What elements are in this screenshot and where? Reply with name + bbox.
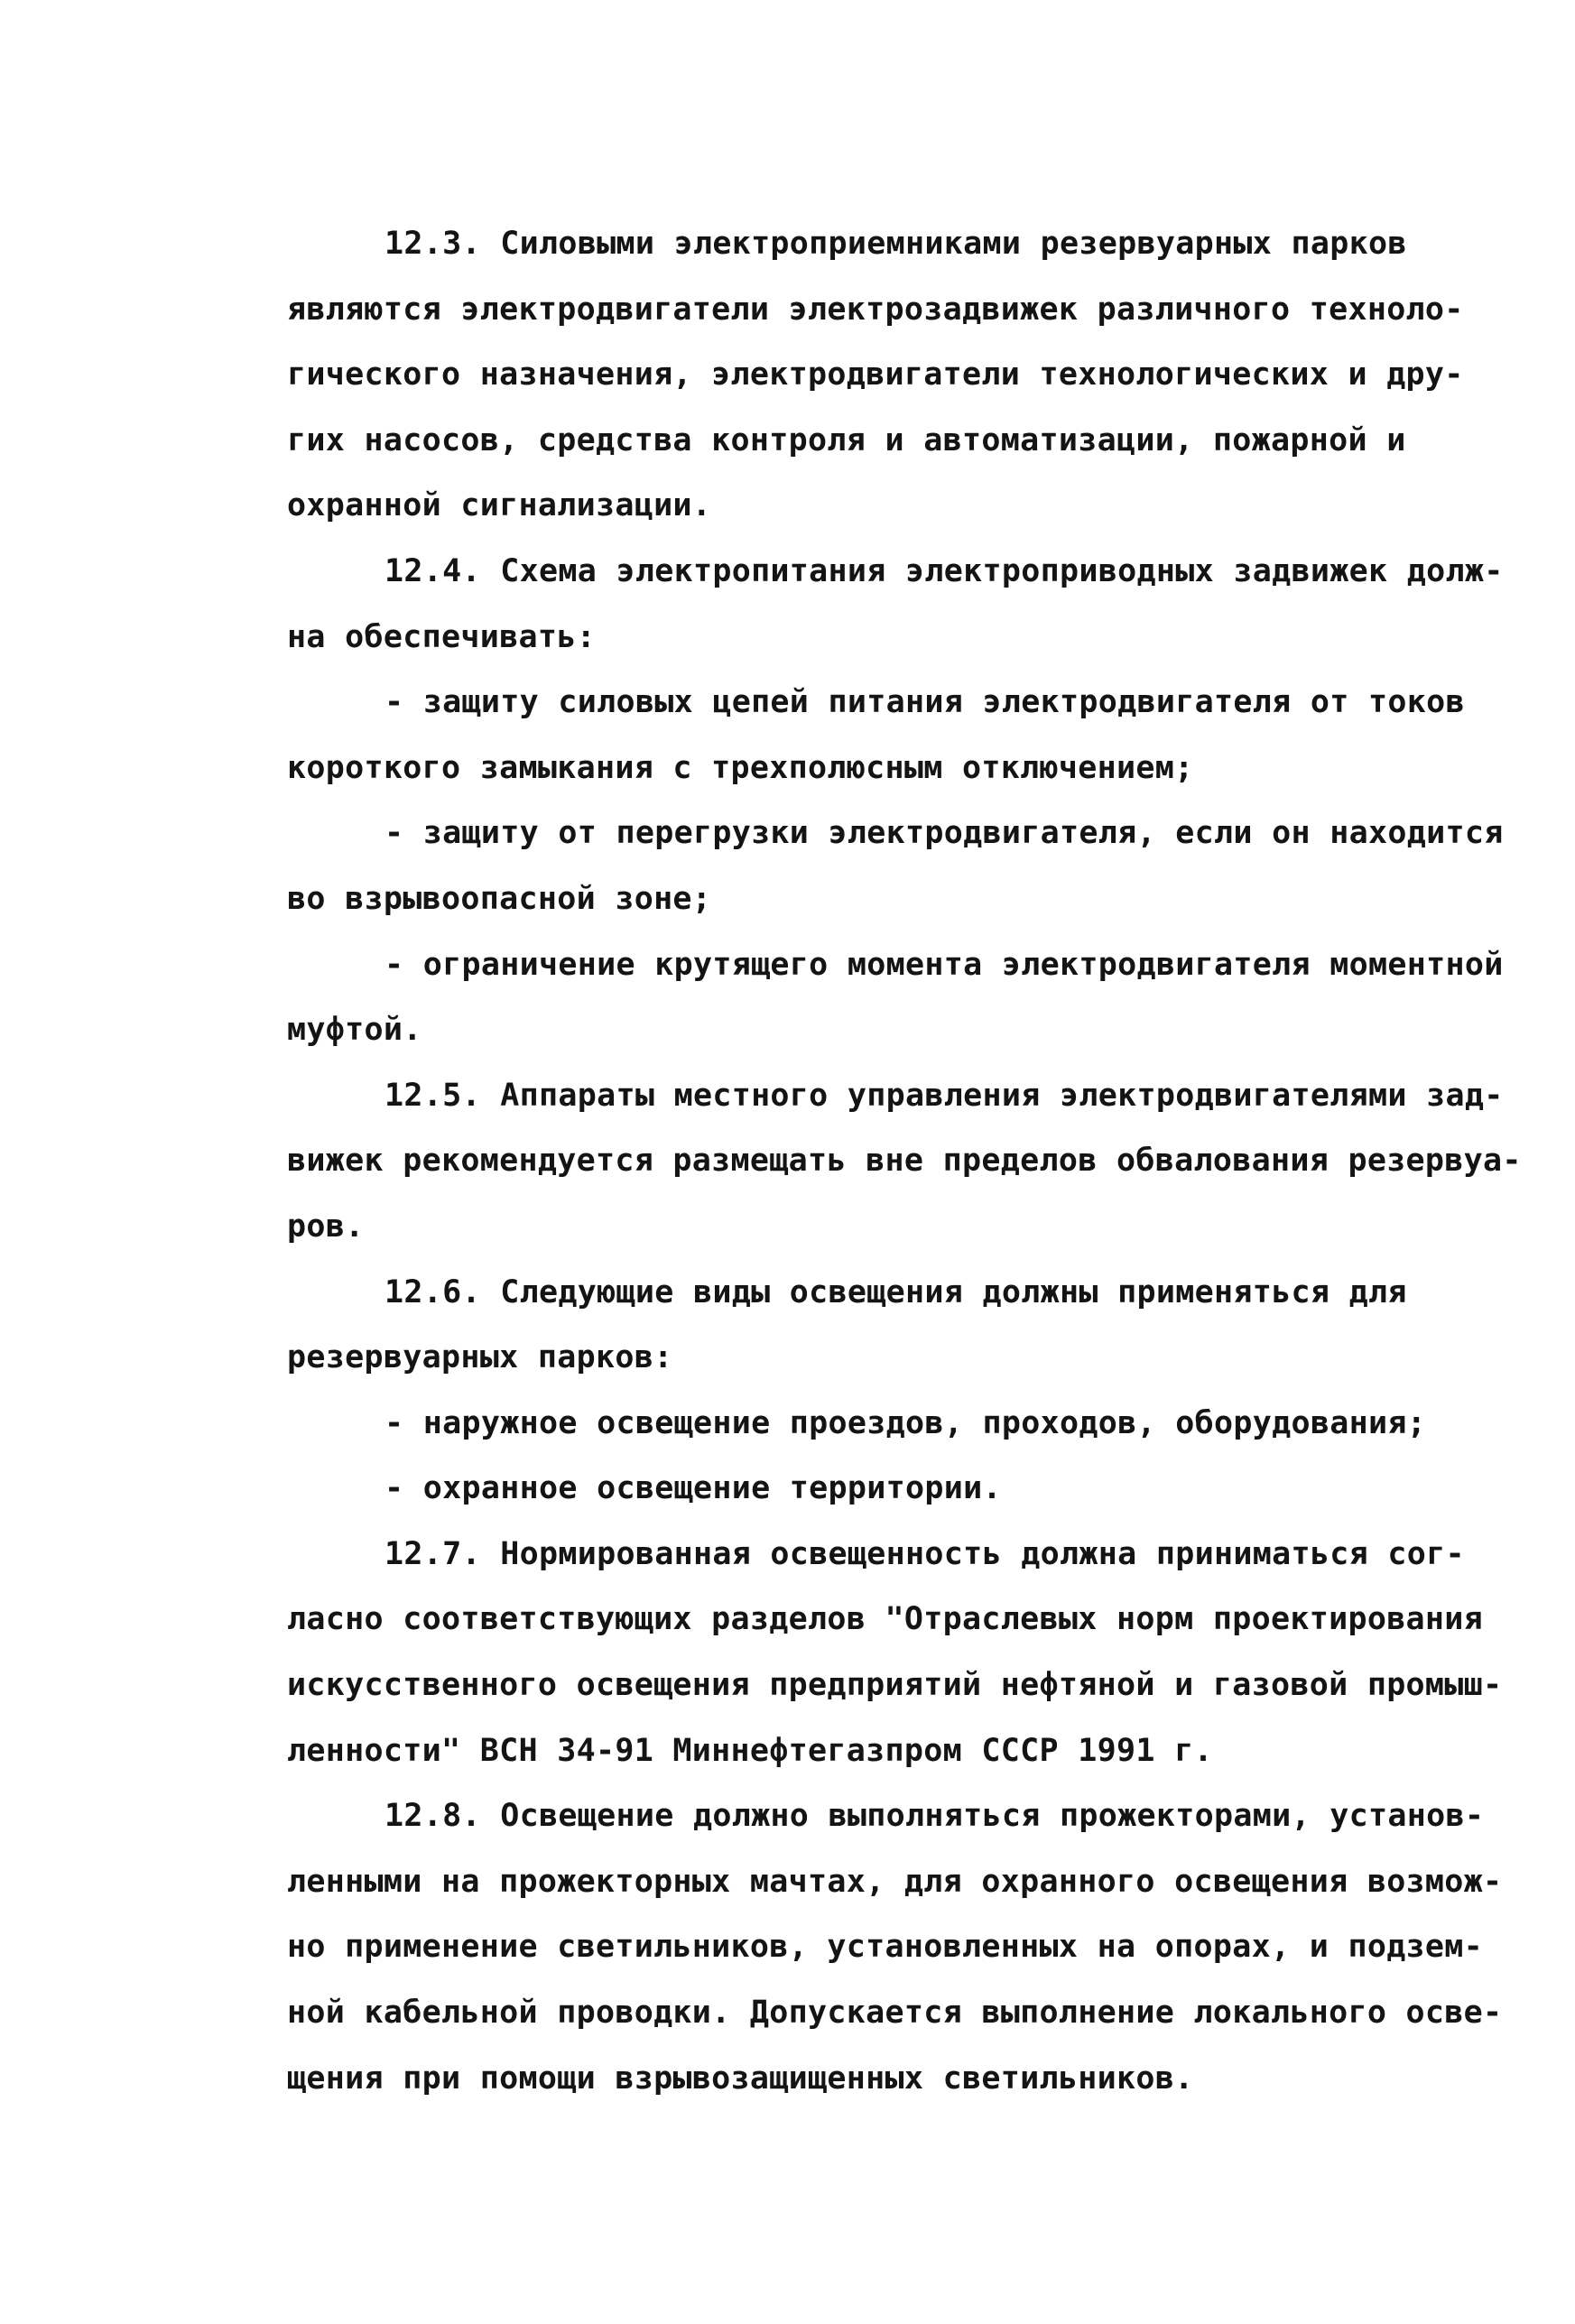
paragraph-12-6-line: резервуарных парков:: [287, 1339, 673, 1376]
paragraph-12-8-line: ной кабельной проводки. Допускается выполнение локального осве-: [287, 1995, 1503, 2032]
paragraph-12-6-line: 12.6. Следующие виды освещения должны применяться для: [384, 1273, 1407, 1310]
paragraph-12-8-line: но применение светильников, установленных на опорах, и подзем-: [287, 1929, 1484, 1966]
paragraph-12-4-line: 12.4. Схема электропитания электроприводных задвижек долж-: [384, 552, 1504, 589]
paragraph-12-7-line: ласно соответствующих разделов "Отраслевых норм проектирования: [287, 1601, 1484, 1638]
document-body: [287, 211, 1525, 2111]
paragraph-12-5-line: вижек рекомендуется размещать вне пределов обвалования резервуа-: [287, 1143, 1522, 1180]
paragraph-12-3-line: гического назначения, электродвигатели технологических и дру-: [287, 356, 1464, 394]
paragraph-12-4-line: - защиту силовых цепей питания электродвигателя от токов: [384, 684, 1465, 721]
paragraph-12-4-line: - ограничение крутящего момента электродвигателя моментной: [384, 946, 1504, 983]
paragraph-12-8-line: ленными на прожекторных мачтах, для охранного освещения возмож-: [287, 1863, 1503, 1900]
paragraph-12-7-line: 12.7. Нормированная освещенность должна приниматься сог-: [384, 1535, 1465, 1572]
paragraph-12-4-line: на обеспечивать:: [287, 618, 596, 655]
paragraph-12-4-line: муфтой.: [287, 1012, 422, 1049]
paragraph-12-4-line: короткого замыкания с трехполюсным отключением;: [287, 749, 1194, 786]
paragraph-12-4-line: во взрывоопасной зоне;: [287, 880, 712, 917]
paragraph-12-3-line: являются электродвигатели электрозадвижек различного техноло-: [287, 291, 1464, 328]
paragraph-12-6-line: - наружное освещение проездов, проходов, оборудования;: [384, 1404, 1427, 1441]
paragraph-12-8-line: щения при помощи взрывозащищенных светильников.: [287, 2060, 1194, 2097]
paragraph-12-4-line: - защиту от перегрузки электродвигателя, если он находится: [384, 815, 1504, 852]
paragraph-12-7-line: искусственного освещения предприятий нефтяной и газовой промыш-: [287, 1667, 1503, 1704]
paragraph-12-3-line: охранной сигнализации.: [287, 487, 712, 524]
paragraph-12-6-line: - охранное освещение территории.: [384, 1470, 1002, 1507]
paragraph-12-5-line: ров.: [287, 1208, 365, 1245]
paragraph-12-7-line: ленности" ВСН 34-91 Миннефтегазпром СССР 1991 г.: [287, 1732, 1213, 1769]
paragraph-12-8-line: 12.8. Освещение должно выполняться прожекторами, установ-: [384, 1798, 1485, 1835]
paragraph-12-3-line: 12.3. Силовыми электроприемниками резервуарных парков: [384, 226, 1407, 262]
paragraph-12-5-line: 12.5. Аппараты местного управления электродвигателями зад-: [384, 1077, 1504, 1114]
paragraph-12-3-line: гих насосов, средства контроля и автоматизации, пожарной и: [287, 421, 1406, 458]
